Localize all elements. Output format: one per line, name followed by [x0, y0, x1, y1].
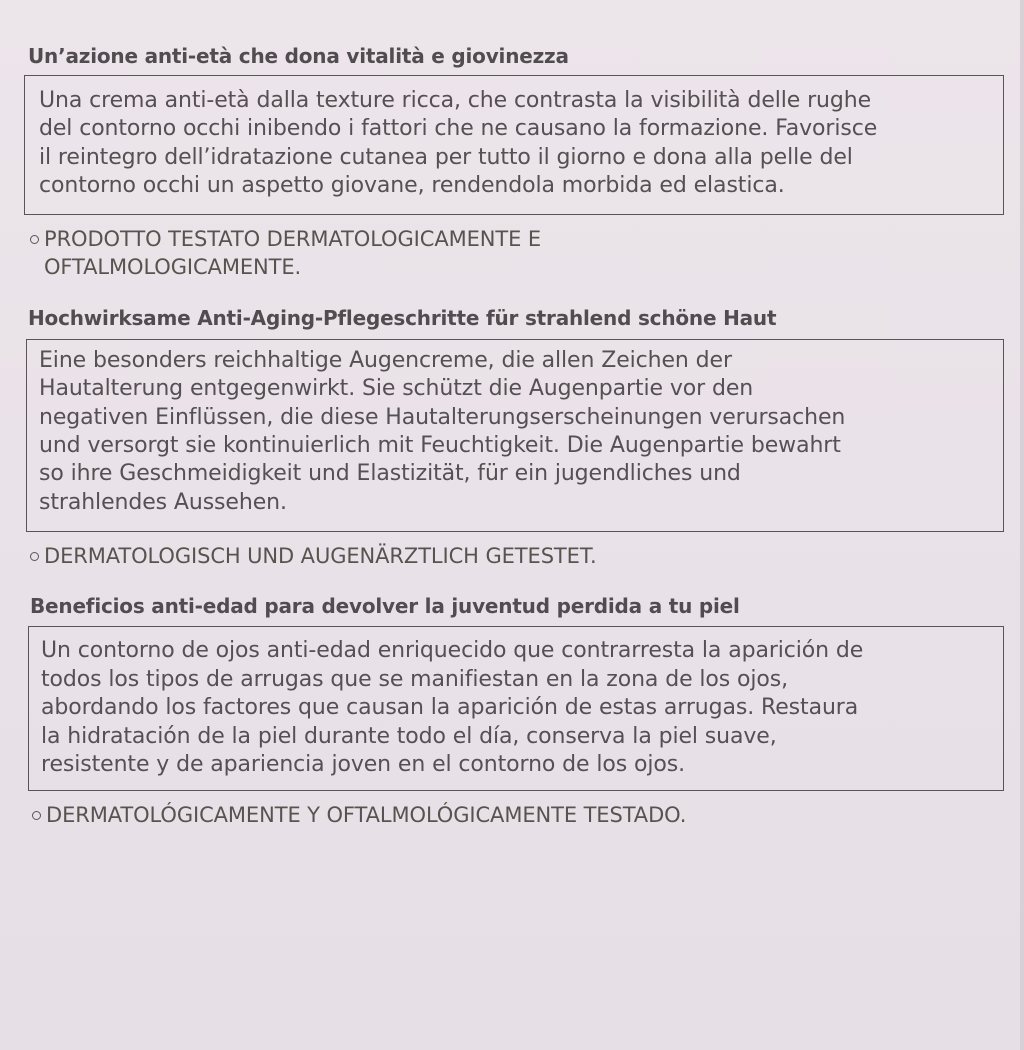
- circle-bullet-icon: [32, 811, 41, 820]
- description-box-spanish: [28, 626, 1004, 791]
- test-claim-line: PRODOTTO TESTATO DERMATOLOGICAMENTE E: [44, 227, 542, 251]
- test-claim-line: OFTALMOLOGICAMENTE.: [44, 255, 302, 279]
- circle-bullet-icon: [30, 552, 39, 561]
- test-claim-line: DERMATOLOGISCH UND AUGENÄRZTLICH GETESTET.: [44, 544, 597, 568]
- description-line: Hautalterung entgegenwirkt. Sie schützt die Augenpartie vor den: [39, 376, 754, 401]
- description-line: Eine besonders reichhaltige Augencreme, die allen Zeichen der: [39, 348, 732, 373]
- description-line: la hidratación de la piel durante todo el día, conserva la piel suave,: [41, 724, 777, 749]
- test-claim-line: DERMATOLÓGICAMENTE Y OFTALMOLÓGICAMENTE TESTADO.: [46, 803, 687, 827]
- package-edge: [1020, 0, 1024, 1050]
- section-heading-german: Hochwirksame Anti-Aging-Pflegeschritte für strahlend schöne Haut: [28, 306, 777, 330]
- description-box-italian: [24, 75, 1004, 215]
- description-line: Una crema anti-età dalla texture ricca, che contrasta la visibilità delle rughe: [39, 88, 872, 113]
- description-line: todos los tipos de arrugas que se manifiestan en la zona de los ojos,: [41, 667, 789, 692]
- description-line: strahlendes Aussehen.: [39, 490, 287, 515]
- description-line: Un contorno de ojos anti-edad enriquecido que contrarresta la aparición de: [41, 638, 864, 663]
- description-line: negativen Einflüssen, die diese Hautalterungserscheinungen verursachen: [39, 405, 846, 430]
- section-heading-italian: Un’azione anti-età che dona vitalità e giovinezza: [28, 44, 569, 68]
- description-line: abordando los factores que causan la aparición de estas arrugas. Restaura: [41, 695, 859, 720]
- description-line: so ihre Geschmeidigkeit und Elastizität, für ein jugendliches und: [39, 461, 741, 486]
- description-line: contorno occhi un aspetto giovane, rendendola morbida ed elastica.: [39, 173, 785, 198]
- description-line: del contorno occhi inibendo i fattori che ne causano la formazione. Favorisce: [39, 116, 878, 141]
- description-line: resistente y de apariencia joven en el contorno de los ojos.: [41, 752, 685, 777]
- description-line: und versorgt sie kontinuierlich mit Feuchtigkeit. Die Augenpartie bewahrt: [39, 433, 841, 458]
- section-heading-spanish: Beneficios anti-edad para devolver la juventud perdida a tu piel: [30, 594, 740, 618]
- circle-bullet-icon: [30, 235, 39, 244]
- description-box-german: [26, 339, 1004, 532]
- description-line: il reintegro dell’idratazione cutanea per tutto il giorno e dona alla pelle del: [39, 145, 853, 170]
